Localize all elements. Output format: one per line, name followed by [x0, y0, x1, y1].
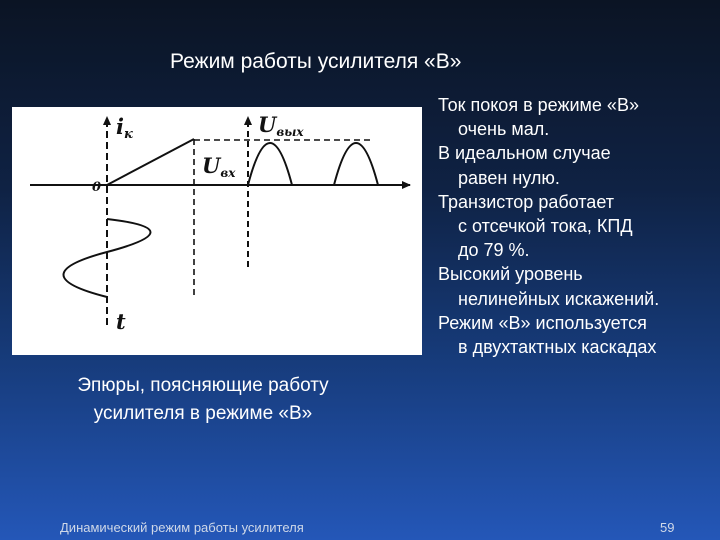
bullet-line: нелинейных искажений.: [458, 288, 660, 309]
ik-label: iк: [116, 114, 133, 142]
caption-line: Эпюры, поясняющие работу: [77, 375, 329, 396]
diagram-caption: [18, 372, 388, 428]
bullet-line: Высокий уровень: [438, 264, 583, 285]
time-label: t: [116, 309, 126, 334]
bullet-line: с отсечкой тока, КПД: [458, 216, 633, 237]
bullet-line: В идеальном случае: [438, 143, 611, 164]
bullet-line: равен нулю.: [458, 167, 560, 188]
bullet-line: Ток покоя в режиме «В»: [438, 95, 639, 115]
bullet-line: в двухтактных каскадах: [458, 337, 657, 358]
ik-characteristic-line: [107, 139, 194, 185]
footer-text: Динамический режим работы усилителя: [60, 520, 304, 535]
bullet-item: [438, 93, 720, 141]
bullet-line: Режим «В» используется: [438, 312, 647, 333]
output-halfwave-1: [248, 143, 292, 185]
output-halfwave-2: [334, 143, 378, 185]
bullet-list: [438, 93, 720, 359]
origin-label: 0: [92, 180, 102, 195]
uin-label: Uвх: [202, 153, 236, 180]
bullet-line: до 79 %.: [458, 240, 530, 261]
bullet-line: Транзистор работает: [438, 191, 614, 212]
waveform-svg: [12, 107, 422, 355]
bullet-line: очень мал.: [458, 119, 550, 140]
bullet-item: [438, 141, 720, 189]
waveform-diagram: [12, 107, 422, 355]
bullet-item: [438, 190, 720, 263]
bullet-item: [438, 262, 720, 310]
uout-label: Uвых: [258, 112, 304, 139]
slide-title: Режим работы усилителя «В»: [170, 50, 462, 73]
caption-line: усилителя в режиме «В»: [93, 403, 313, 424]
page-number: 59: [660, 520, 675, 535]
bullet-item: [438, 311, 720, 359]
